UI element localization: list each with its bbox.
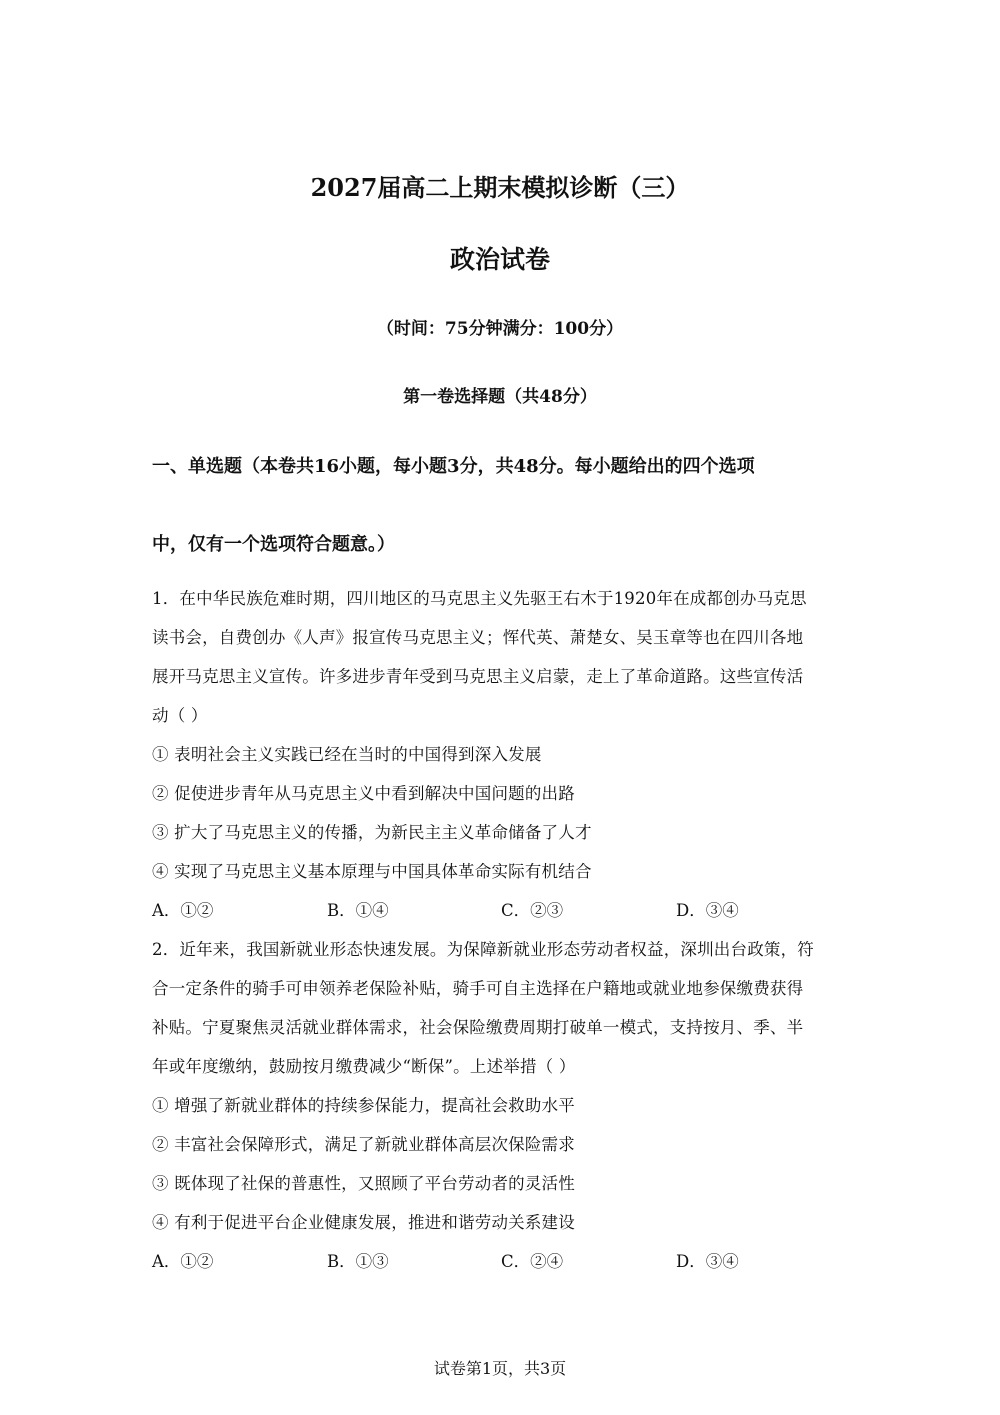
statement-3: ③ 既体现了社保的普惠性，又照顾了平台劳动者的灵活性 [152,1174,575,1193]
question-stem-line: 1．在中华民族危难时期，四川地区的马克思主义先驱王右木于1920年在成都创办马克思 [152,589,807,608]
question-stem-line: 补贴。宁夏聚焦灵活就业群体需求，社会保险缴费周期打破单一模式，支持按月、季、半 [152,1018,804,1037]
option-a: A．①② [152,901,214,920]
question-stem-line: 2．近年来，我国新就业形态快速发展。为保障新就业形态劳动者权益，深圳出台政策，符 [152,940,814,959]
question-stem-line: 展开马克思主义宣传。许多进步青年受到马克思主义启蒙，走上了革命道路。这些宣传活 [152,667,804,686]
statement-4: ④ 有利于促进平台企业健康发展，推进和谐劳动关系建设 [152,1213,575,1232]
question-stem-line: 合一定条件的骑手可申领养老保险补贴，骑手可自主选择在户籍地或就业地参保缴费获得 [152,979,804,998]
page-footer: 试卷第1页，共3页 [433,1359,567,1378]
statement-1: ① 增强了新就业群体的持续参保能力，提高社会救助水平 [152,1096,575,1115]
exam-meta: （时间：75分钟满分：100分） [376,319,624,339]
question-stem-line: 读书会，自费创办《人声》报宣传马克思主义；恽代英、萧楚女、吴玉章等也在四川各地 [152,628,804,647]
option-d: D．③④ [676,1252,739,1271]
option-b: B．①③ [327,1252,389,1271]
statement-2: ② 丰富社会保障形式，满足了新就业群体高层次保险需求 [152,1135,575,1154]
section-heading-line-2: 中，仅有一个选项符合题意。） [152,534,395,555]
option-c: C．②④ [501,1252,564,1271]
statement-3: ③ 扩大了马克思主义的传播，为新民主主义革命储备了人才 [152,823,592,842]
part-title: 第一卷选择题（共48分） [403,387,597,407]
question-stem-line: 动（ ） [152,706,208,725]
option-c: C．②③ [501,901,564,920]
option-b: B．①④ [327,901,389,920]
subject-title: 政治试卷 [449,245,550,274]
exam-title: 2027届高二上期末模拟诊断（三） [310,173,690,202]
question-stem-line: 年或年度缴纳，鼓励按月缴费减少“断保”。上述举措（ ） [152,1057,576,1076]
statement-4: ④ 实现了马克思主义基本原理与中国具体革命实际有机结合 [152,862,592,881]
section-heading-line-1: 一、单选题（本卷共16小题，每小题3分，共48分。每小题给出的四个选项 [152,456,755,477]
option-a: A．①② [152,1252,214,1271]
option-d: D．③④ [676,901,739,920]
statement-1: ① 表明社会主义实践已经在当时的中国得到深入发展 [152,745,542,764]
statement-2: ② 促使进步青年从马克思主义中看到解决中国问题的出路 [152,784,575,803]
